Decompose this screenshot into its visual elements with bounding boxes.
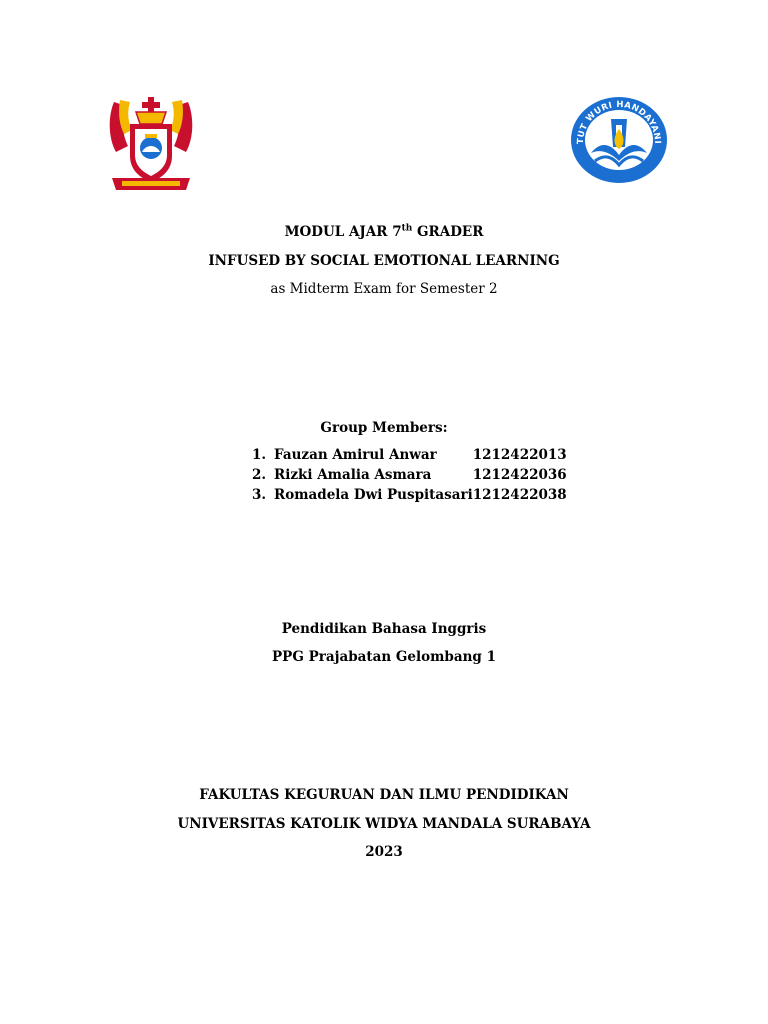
university-crest-icon [106,94,196,194]
university-name: UNIVERSITAS KATOLIK WIDYA MANDALA SURABAYA [177,816,591,832]
member-number: 1. [252,447,267,463]
list-item [252,485,567,505]
member-number: 3. [252,487,267,503]
title-line-2: INFUSED BY SOCIAL EMOTIONAL LEARNING [208,253,560,269]
members-list [252,445,567,505]
member-name: Romadela Dwi Puspitasari [274,487,473,503]
title-line-1: MODUL AJAR 7th GRADER [284,223,484,240]
group-members-heading: Group Members: [320,420,448,436]
member-id: 1212422036 [472,467,567,483]
program-line-1: Pendidikan Bahasa Inggris [281,621,487,637]
list-item [252,445,567,465]
faculty-name: FAKULTAS KEGURUAN DAN ILMU PENDIDIKAN [199,787,569,803]
member-id: 1212422038 [472,487,567,503]
member-number: 2. [252,467,267,483]
year: 2023 [365,844,403,860]
program-line-2: PPG Prajabatan Gelombang 1 [272,649,496,665]
tut-wuri-handayani-icon [569,95,670,185]
member-id: 1212422013 [472,447,567,463]
member-name: Fauzan Amirul Anwar [274,447,437,463]
list-item [252,465,567,485]
svg-text:TUT WURI HANDAYANI: TUT WURI HANDAYANI [575,99,663,145]
member-name: Rizki Amalia Asmara [274,467,432,483]
title-line-3: as Midterm Exam for Semester 2 [270,281,498,297]
